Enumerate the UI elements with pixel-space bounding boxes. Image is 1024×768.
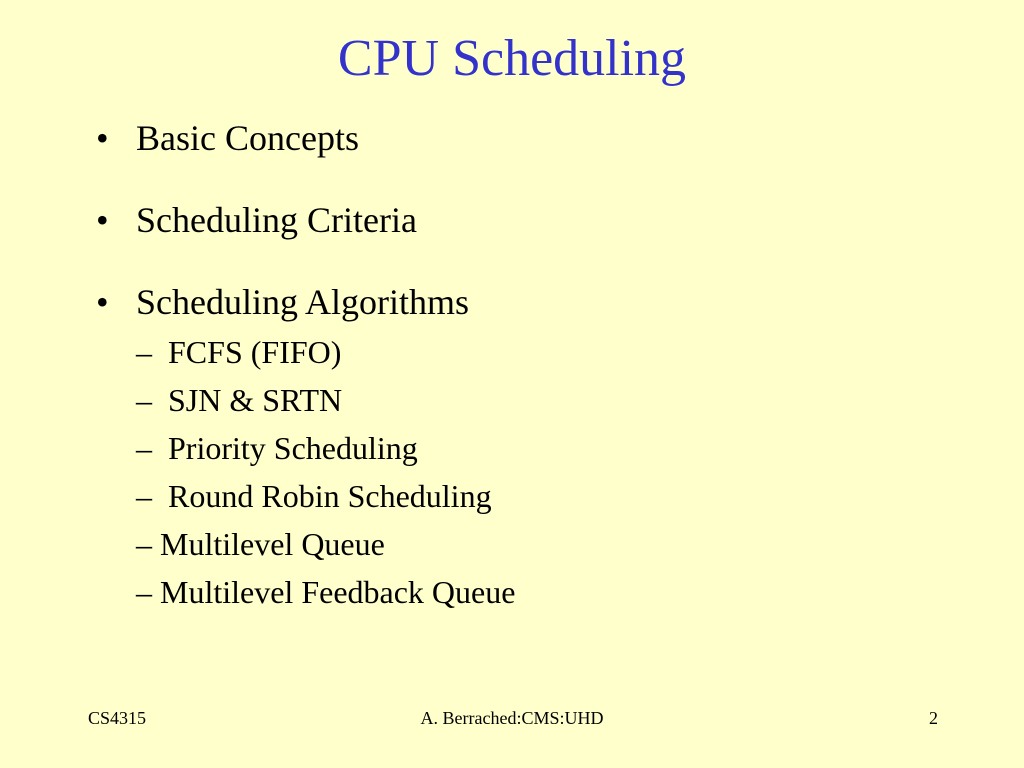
bullet-text: Scheduling Criteria [136, 200, 417, 240]
bullet-text: Scheduling Algorithms [136, 282, 469, 322]
sub-item: – Multilevel Queue [136, 526, 385, 562]
sub-item: – SJN & SRTN [136, 382, 343, 418]
sub-list [136, 328, 515, 616]
sub-item: – Priority Scheduling [136, 430, 418, 466]
footer-author: A. Berrached:CMS:UHD [420, 708, 604, 728]
bullet-list [96, 112, 515, 616]
footer-course-code: CS4315 [88, 708, 147, 728]
bullet-item [96, 194, 515, 246]
slide-title: CPU Scheduling [337, 30, 687, 87]
footer-page-number: 2 [929, 708, 938, 728]
sub-item: – FCFS (FIFO) [136, 334, 342, 370]
bullet-text: Basic Concepts [136, 118, 359, 158]
bullet-point: • [96, 200, 109, 240]
sub-item: – Multilevel Feedback Queue [136, 574, 516, 610]
bullet-item [96, 276, 515, 616]
bullet-point: • [96, 282, 109, 322]
bullet-item [96, 112, 515, 164]
sub-item: – Round Robin Scheduling [136, 478, 492, 514]
bullet-point: • [96, 118, 109, 158]
